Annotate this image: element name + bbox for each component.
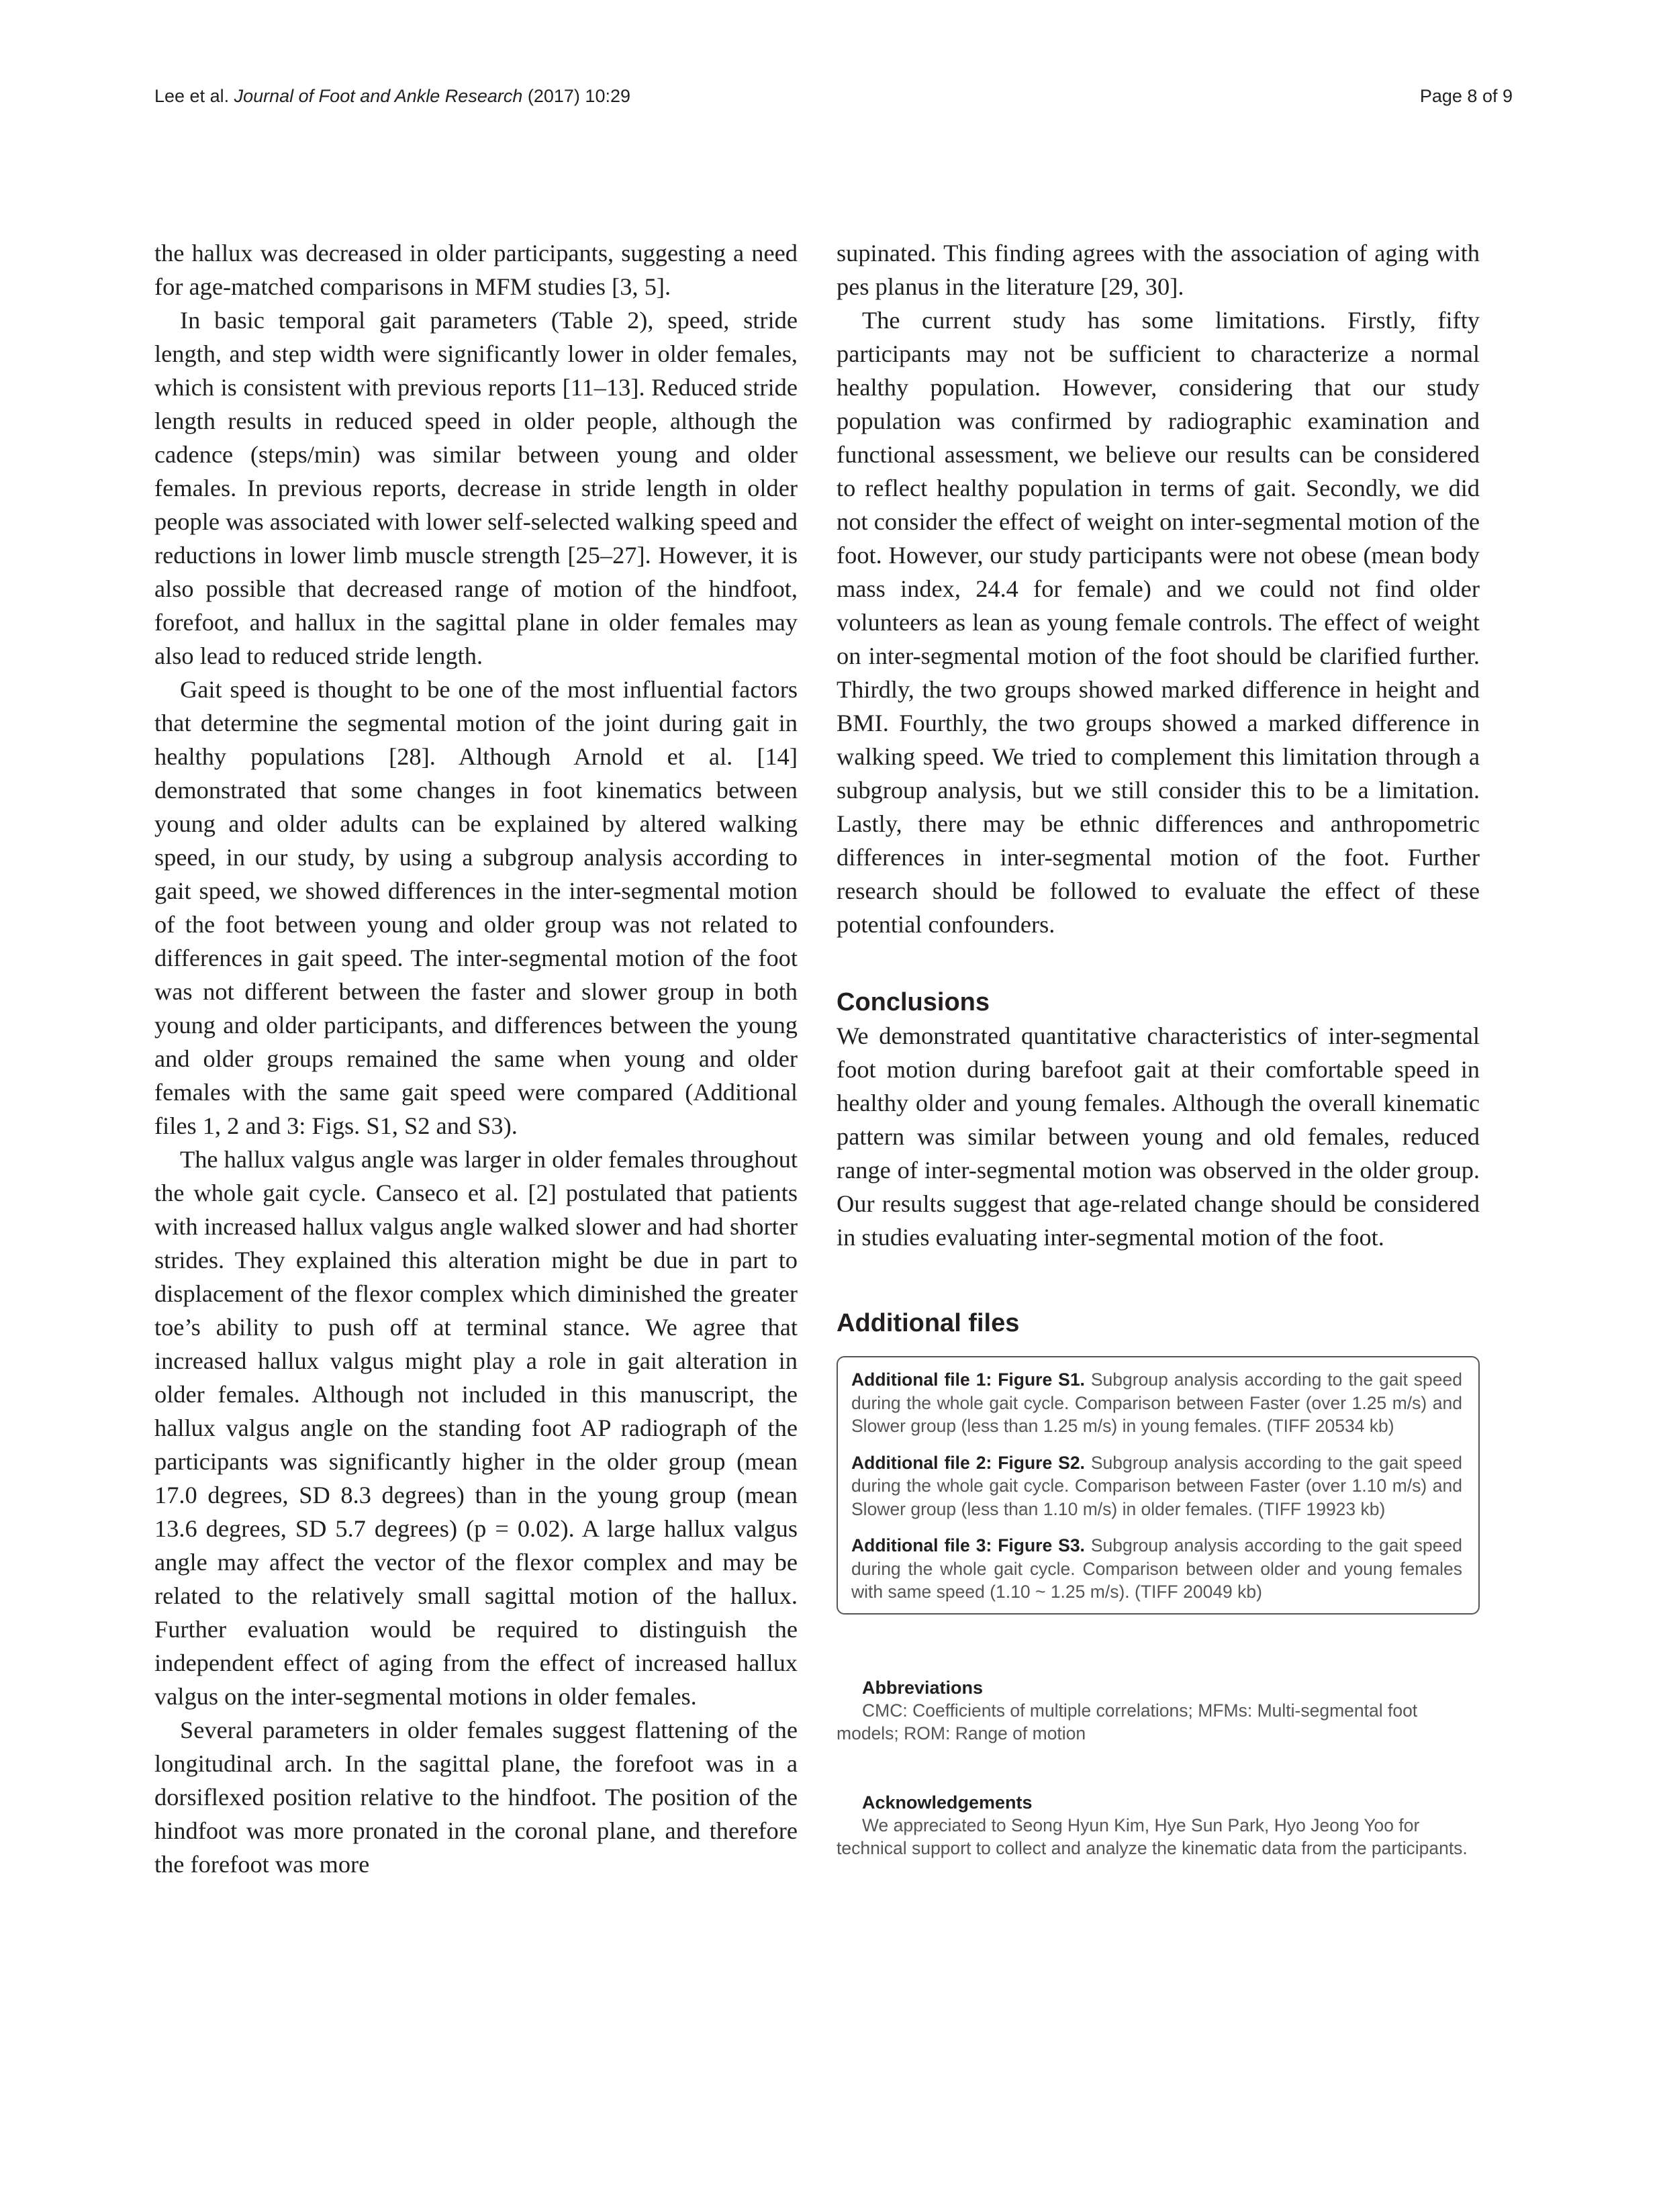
conclusions-text: We demonstrated quantitative characteristics of inter-segmental foot motion during barefoot gait at their comfortable speed in healthy older and young females. Although the overall kinematic pattern was similar between young and old females, reduced range of inter-segmental motion was observed in the older group. Our results suggest that age-related change should be considered in studies evaluating inter-segmental motion of the foot. — [837, 1022, 1480, 1251]
additional-file-entry — [851, 1368, 1462, 1438]
body-paragraph: the hallux was decreased in older participants, suggesting a need for age-matched comparisons in MFM studies [3, 5]. — [154, 240, 798, 300]
header-citation: (2017) 10:29 — [527, 86, 630, 106]
additional-file-link[interactable]: Additional file 3: Figure S3. — [851, 1535, 1085, 1555]
additional-file-link[interactable]: Additional file 1: Figure S1. — [851, 1369, 1085, 1390]
additional-files-heading: Additional files — [837, 1309, 1020, 1337]
conclusions-heading: Conclusions — [837, 988, 990, 1016]
running-head-citation — [154, 86, 630, 107]
acknowledgements-text: We appreciated to Seong Hyun Kim, Hye Sun Park, Hyo Jeong Yoo for technical support to collect and analyze the kinematic data from the participants. — [837, 1815, 1468, 1858]
abbreviations-text: CMC: Coefficients of multiple correlations; MFMs: Multi-segmental foot models; ROM: Range of motion — [837, 1700, 1418, 1743]
additional-file-entry — [851, 1451, 1462, 1521]
header-authors: Lee et al. — [154, 86, 230, 106]
additional-file-link[interactable]: Additional file 2: Figure S2. — [851, 1452, 1085, 1473]
body-paragraph: supinated. This finding agrees with the association of aging with pes planus in the literature [29, 30]. — [837, 240, 1480, 300]
acknowledgements-heading: Acknowledgements — [862, 1792, 1033, 1813]
body-paragraph: The hallux valgus angle was larger in older females throughout the whole gait cycle. Canseco et al. [2] postulated that patients with increased hallux valgus angle walked slower and had shorter strides. They explained this alteration might be due in part to displacement of the flexor complex which diminished the greater toe’s ability to push off at terminal stance. We agree that increased hallux valgus might play a role in gait alteration in older females. Although not included in this manuscript, the hallux valgus angle on the standing foot AP radiograph of the participants was significantly higher in the older group (mean 17.0 degrees, SD 8.3 degrees) than in the young group (mean 13.6 degrees, SD 5.7 degrees) (p = 0.02). A large hallux valgus angle may affect the vector of the flexor complex and may be related to the relatively small sagittal motion of the hallux. Further evaluation would be required to distinguish the independent effect of aging from the effect of increased hallux valgus on the inter-segmental motions in older females. — [154, 1146, 798, 1710]
page-number: Page 8 of 9 — [1419, 86, 1513, 106]
body-paragraph: In basic temporal gait parameters (Table 2), speed, stride length, and step width were significantly lower in older females, which is consistent with previous reports [11–13]. Reduced stride length results in reduced speed in older people, although the cadence (steps/min) was similar between young and older females. In previous reports, decrease in stride length in older people was associated with lower self-selected walking speed and reductions in lower limb muscle strength [25–27]. However, it is also possible that decreased range of motion of the hindfoot, forefoot, and hallux in the sagittal plane in older females may also lead to reduced stride length. — [154, 307, 798, 669]
additional-file-description: Subgroup analysis according to the gait speed during the whole gait cycle. Comparison between Faster (over 1.25 m/s) and Slower group (less than 1.25 m/s) in young females. (TIFF 20534 kb) — [851, 1369, 1462, 1436]
body-paragraph: Gait speed is thought to be one of the most influential factors that determine the segmental motion of the joint during gait in healthy populations [28]. Although Arnold et al. [14] demonstrated that some changes in foot kinematics between young and older adults can be explained by altered walking speed, in our study, by using a subgroup analysis according to gait speed, we showed differences in the inter-segmental motion of the foot between young and older group was not related to differences in gait speed. The inter-segmental motion of the foot was not different between the faster and slower group in both young and older participants, and differences between the young and older groups remained the same when young and older females with the same gait speed were compared (Additional files 1, 2 and 3: Figs. S1, S2 and S3). — [154, 676, 798, 1139]
additional-file-description: Subgroup analysis according to the gait speed during the whole gait cycle. Comparison between older and young females with same speed (1.10 ~ 1.25 m/s). (TIFF 20049 kb) — [851, 1535, 1462, 1602]
abbreviations-heading: Abbreviations — [862, 1677, 984, 1698]
left-column — [154, 236, 798, 1881]
running-head — [151, 86, 1514, 115]
additional-file-entry — [851, 1534, 1462, 1604]
right-column — [837, 236, 1480, 1860]
body-paragraph: Several parameters in older females suggest flattening of the longitudinal arch. In the sagittal plane, the forefoot was in a dorsiflexed position relative to the hindfoot. The position of the hindfoot was more pronated in the coronal plane, and therefore the forefoot was more — [154, 1717, 798, 1878]
additional-files-box — [837, 1356, 1480, 1615]
header-journal: Journal of Foot and Ankle Research — [234, 86, 523, 106]
additional-file-description: Subgroup analysis according to the gait speed during the whole gait cycle. Comparison between Faster (over 1.10 m/s) and Slower group (less than 1.10 m/s) in older females. (TIFF 19923 kb) — [851, 1452, 1462, 1519]
body-paragraph: The current study has some limitations. Firstly, fifty participants may not be sufficient to characterize a normal healthy population. However, considering that our study population was confirmed by radiographic examination and functional assessment, we believe our results can be considered to reflect healthy population in terms of gait. Secondly, we did not consider the effect of weight on inter-segmental motion of the foot. However, our study participants were not obese (mean body mass index, 24.4 for female) and we could not find older volunteers as lean as young female controls. The effect of weight on inter-segmental motion of the foot should be clarified further. Thirdly, the two groups showed marked difference in height and BMI. Fourthly, the two groups showed a marked difference in walking speed. We tried to complement this limitation through a subgroup analysis, but we still consider this to be a limitation. Lastly, there may be ethnic differences and anthropometric differences in inter-segmental motion of the foot. Further research should be followed to evaluate the effect of these potential confounders. — [837, 307, 1480, 938]
